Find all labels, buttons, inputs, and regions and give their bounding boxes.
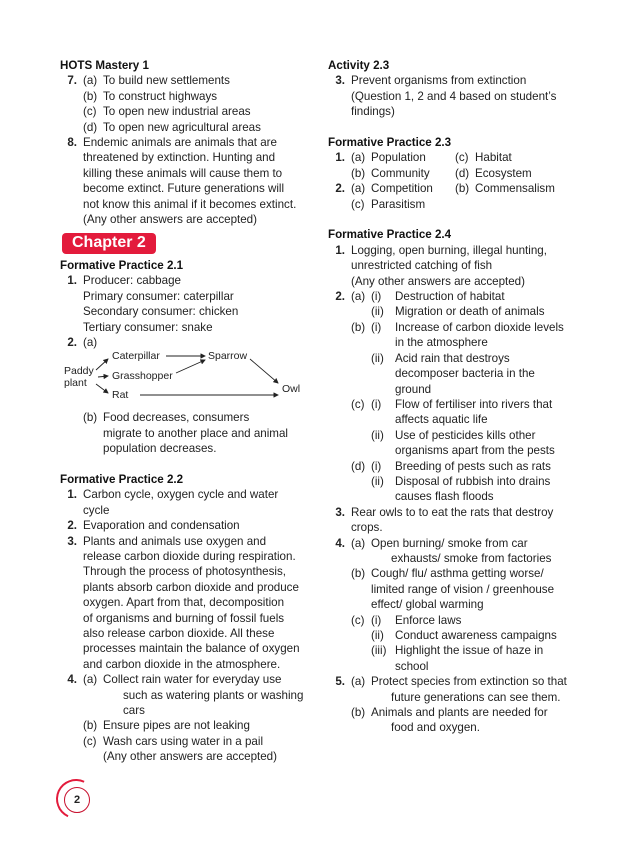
fp21-title: Formative Practice 2.1 [60,258,184,272]
fp21-q1: 1. Producer: cabbage Primary consumer: caterpillar Secondary consumer: chicken Tertiary consumer: snake [67,274,239,334]
fp23-title: Formative Practice 2.3 [328,136,452,150]
right-column: Activity 2.3 3. Prevent organisms from extinction (Question 1, 2 and 4 based on student’s findings) Formative Practice 2.3 1. (a) Population (c) Habitat (b) Community (d) Ecosystem 2. (a) Competition (b) Commensalism (c) Parasitism Formative Practice 2.4 1. Logging, open burning, illegal hunting, unrestricted catching of fish (Any other answers are accepted) 2. (a) (i) Destruction of habitat (ii) Migration or death of animals (b) (i) Increase of carbon dioxide levels in the atmosphere (ii) Acid rain that destroys decomposer bacteria in the ground (c) (i) Flow of fertiliser into rivers that affects aquatic life (ii) Use of pesticides kills other organisms apart from the pests (d) (i) Breeding of pests such as rats (ii) Disposal of rubbish into drains causes flash floods 3. Rear owls to to eat the rats that destroy crops. 4. (a) Open burning/ smoke from car exhausts/ smoke from factories (b) Cough/ flu/ asthma getting worse/ limited range of vision / greenhouse effect/ global warming (c) (i) Enforce laws (ii) Conduct awareness campaigns (iii) Highlight the issue of haze in school 5. (a) Protect species from extinction so that future generations can see them. (b) Animals and plants are needed for food and oxygen. [328,58,578,736]
arrow-paddy-caterpillar [96,359,108,370]
food-web-paddy: Paddy [64,365,94,378]
fp22-q4: 4. (a) Collect rain water for everyday use such as watering plants or washing cars [67,673,304,718]
fp24-title: Formative Practice 2.4 [328,228,452,242]
food-web-rat: Rat [112,389,129,402]
fp22-q2: 2. Evaporation and condensation [67,519,240,533]
food-web-sparrow: Sparrow [208,350,248,363]
food-web-grasshopper: Grasshopper [112,370,173,383]
q8: 8. Endemic animals are animals that are threatened by extinction. Hunting and killing these animals will cause them to become extinct. Future generations will not know this animal if it becomes extinct. (Any other answers are accepted) [67,136,297,227]
fp21-q2: 2. (a) [67,335,98,349]
chapter-badge: Chapter 2 [62,233,156,253]
food-web-arrows [60,350,318,410]
food-web-diagram [60,350,318,410]
page-number: 2 [64,787,90,813]
activity-23-title: Activity 2.3 [328,59,390,72]
fp22-q1: 1. Carbon cycle, oxygen cycle and water cycle [67,488,279,517]
arrow-paddy-rat [96,384,108,393]
arrow-sparrow-owl [250,359,278,383]
q7: 7. (a) To build new settlements [67,74,230,88]
hots-title: HOTS Mastery 1 [60,59,149,72]
food-web-owl: Owl [282,383,301,396]
food-web-caterpillar: Caterpillar [112,350,160,363]
arrow-paddy-grasshopper [98,376,108,377]
food-web-plant: plant [64,377,87,390]
fp22-q3: 3. Plants and animals use oxygen and release carbon dioxide during respiration. Through the process of photosynthesis, plants absorb carbon dioxide and produce oxygen. Apart from that, decomposition of organisms and burning of fossil fuels also release carbon dioxide. All these processes maintain the balance of oxygen and carbon dioxide in the atmosphere. [67,534,300,671]
left-column: HOTS Mastery 1 7. (a) To build new settlements (b) To construct highways (c) To open new industrial areas (d) To open new agricultural areas 8. Endemic animals are animals that are threatened by extinction. Hunting and killing these animals will cause them to become extinct. Future generations will not know this animal if it becomes extinct. (Any other answers are accepted) Chapter 2 Formative Practice 2.1 1. Producer: cabbage Primary consumer: caterpillar Secondary consumer: chicken Tertiary consumer: snake 2. (a) Paddy plant Caterpillar Sparrow Grasshopper Rat Owl (b) Food decreases, consumers migrate to another place and animal population decreases. Formative Practice 2.2 1. Carbon cycle, oxygen cycle and water cycle 2. Evaporation and condensation 3. Plants and animals use oxygen and release carbon dioxide during respiration. Through the process of photosynthesis, plants absorb carbon dioxide and produce oxygen. Apart from that, decomposition of organisms and burning of fossil fuels also release carbon dioxide. All these processes maintain the balance of oxygen and carbon dioxide in the atmosphere. 4. (a) Collect rain water for everyday use such as watering plants or washing cars (b) Ensure pipes are not leaking (c) Wash cars using water in a pail (Any other answers are accepted) [60,58,318,765]
fp22-title: Formative Practice 2.2 [60,472,184,486]
arrow-grasshopper-sparrow [176,360,205,373]
